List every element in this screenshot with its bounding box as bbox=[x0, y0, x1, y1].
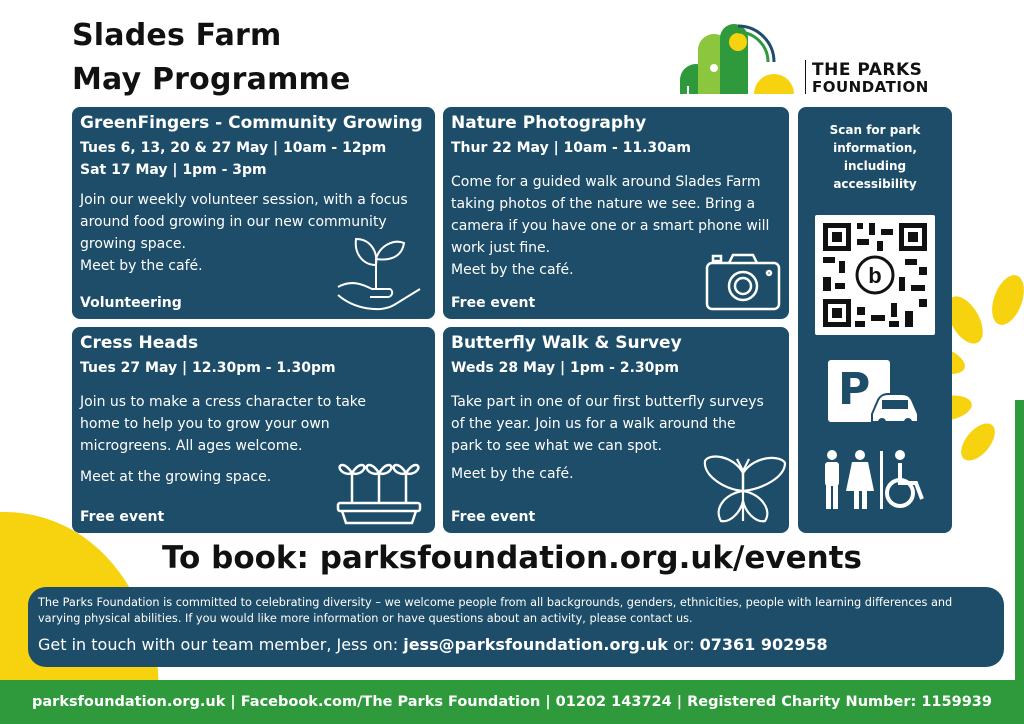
contact-line bbox=[38, 635, 994, 654]
event-meet-point: Meet at the growing space. bbox=[80, 469, 272, 485]
event-tag: Free event bbox=[451, 295, 536, 311]
event-date: Thur 22 May | 10am - 11.30am bbox=[451, 140, 691, 156]
booking-link[interactable]: To book: parksfoundation.org.uk/events bbox=[162, 540, 862, 576]
diversity-statement: The Parks Foundation is committed to celebrating diversity – we welcome people from all backgrounds, genders, ethnicities, people with learning differences and varying physical abilities. If you would like more information or have questions about an activity, please contact us. bbox=[38, 596, 953, 625]
footer-text: parksfoundation.org.uk | Facebook.com/The Parks Foundation | 01202 143724 | Registered Charity Number: 1159939 bbox=[32, 694, 992, 710]
event-card-greenfingers bbox=[72, 107, 435, 319]
event-description: Join our weekly volunteer session, with a focus around food growing in our new community growing space. bbox=[80, 192, 408, 252]
event-meet-point: Meet by the café. bbox=[451, 262, 574, 278]
info-panel bbox=[28, 587, 1004, 667]
event-tag: Volunteering bbox=[80, 295, 182, 311]
seedling-tray-icon bbox=[334, 457, 424, 527]
seedling-hand-icon bbox=[334, 229, 424, 315]
event-date: Tues 6, 13, 20 & 27 May | 10am - 12pm bbox=[80, 140, 387, 156]
scan-text: Scan for park information, including accessibility bbox=[829, 123, 921, 191]
butterfly-icon bbox=[701, 451, 787, 527]
event-title: Butterfly Walk & Survey bbox=[451, 333, 682, 353]
contact-phone[interactable]: 07361 902958 bbox=[699, 635, 828, 654]
qr-code-icon[interactable] bbox=[815, 215, 935, 335]
logo-divider bbox=[805, 60, 806, 94]
event-date: Tues 27 May | 12.30pm - 1.30pm bbox=[80, 360, 336, 376]
event-card-butterfly-walk bbox=[443, 327, 789, 533]
accessible-toilets-icon bbox=[820, 449, 932, 511]
logo-text-2: FOUNDATION bbox=[812, 78, 929, 96]
event-title: Cress Heads bbox=[80, 333, 199, 353]
page-title: Slades Farm bbox=[72, 18, 282, 53]
contact-mid: or: bbox=[667, 635, 700, 654]
event-meet-point: Meet by the café. bbox=[80, 258, 203, 274]
event-title: Nature Photography bbox=[451, 113, 647, 133]
parks-foundation-logo-icon bbox=[676, 20, 800, 96]
svg-text:b: b bbox=[868, 263, 882, 288]
event-description: Come for a guided walk around Slades Farm taking photos of the nature we see. Bring a camera if you have one or a smart phone will work just fine. bbox=[451, 174, 770, 256]
page-subtitle: May Programme bbox=[72, 62, 351, 97]
info-sidebar bbox=[798, 107, 952, 533]
parking-letter: P bbox=[838, 364, 871, 415]
event-description: Take part in one of our first butterfly surveys of the year. Join us for a walk around the park to see what we can spot. bbox=[451, 394, 764, 454]
event-tag: Free event bbox=[80, 509, 165, 525]
event-date: Sat 17 May | 1pm - 3pm bbox=[80, 162, 267, 178]
camera-icon bbox=[705, 251, 781, 311]
footer-bar bbox=[0, 680, 1024, 724]
contact-email-link[interactable]: jess@parksfoundation.org.uk bbox=[403, 635, 668, 654]
event-tag: Free event bbox=[451, 509, 536, 525]
event-card-cress-heads bbox=[72, 327, 435, 533]
car-icon bbox=[868, 390, 922, 428]
event-description: Join us to make a cress character to take home to help you to grow your own microgreens. All ages welcome. bbox=[80, 394, 367, 454]
contact-prefix: Get in touch with our team member, Jess on: bbox=[38, 635, 404, 654]
event-meet-point: Meet by the café. bbox=[451, 466, 574, 482]
logo-text-1: THE PARKS bbox=[812, 60, 923, 80]
event-title: GreenFingers - Community Growing bbox=[80, 113, 423, 133]
event-date: Weds 28 May | 1pm - 2.30pm bbox=[451, 360, 680, 376]
event-card-nature-photography bbox=[443, 107, 789, 319]
